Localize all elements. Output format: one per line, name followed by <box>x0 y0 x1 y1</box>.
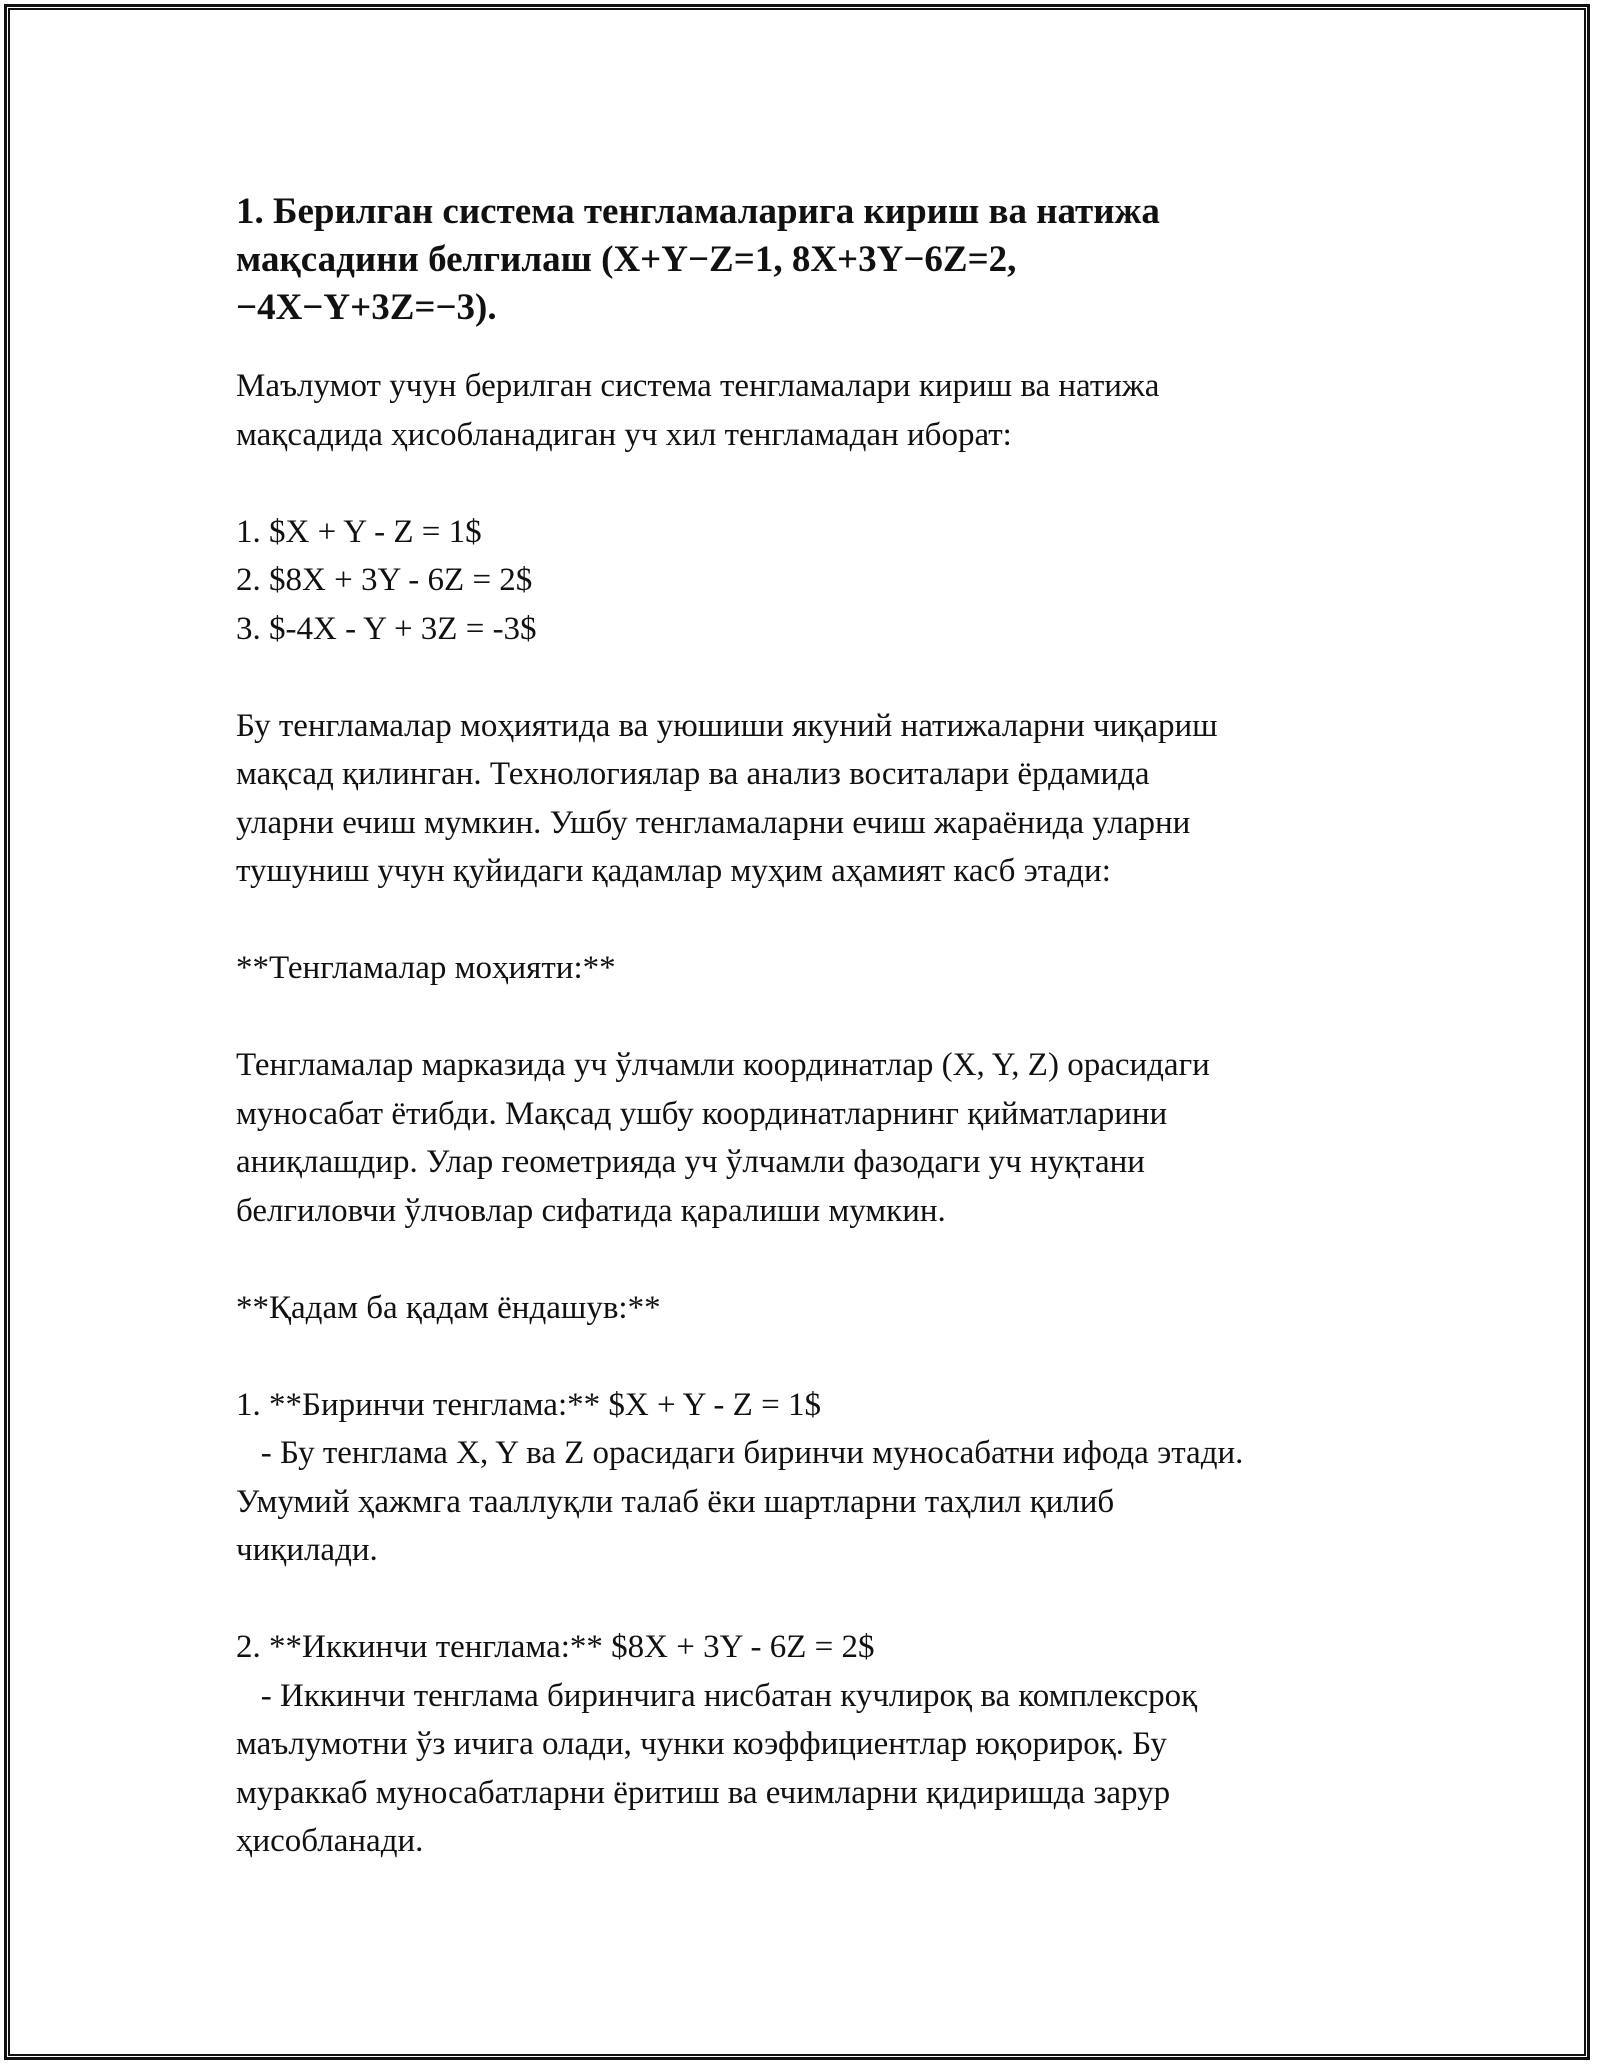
text-line: муносабат ётибди. Мақсад ушбу координатларнинг қийматларини <box>236 1095 1168 1132</box>
text-line: - Иккинчи тенглама биринчига нисбатан кучлироқ ва комплексроқ <box>236 1677 1198 1714</box>
document-page <box>236 188 1396 1866</box>
text-line: тушуниш учун қуйидаги қадамлар муҳим аҳамият касб этади: <box>236 853 1111 889</box>
paragraph-gap <box>236 653 1396 702</box>
intro-paragraph <box>236 362 1396 459</box>
text-line: Тенгламалар марказида уч ўлчамли координатлар (X, Y, Z) орасидаги <box>236 1047 1210 1083</box>
subsection-title-text: **Тенгламалар моҳияти:** <box>236 950 616 986</box>
paragraph-gap <box>236 1575 1396 1624</box>
text-line: - Бу тенглама X, Y ва Z орасидаги биринчи муносабатни ифода этади. <box>236 1435 1244 1471</box>
text-line: маълумотни ўз ичига олади, чунки коэффициентлар юқорироқ. Бу <box>236 1726 1167 1762</box>
heading-line: мақсадини белгилаш (X+Y−Z=1, 8X+3Y−6Z=2, <box>236 239 1017 280</box>
paragraph-gap <box>236 1235 1396 1284</box>
equation-item: 3. $-4X - Y + 3Z = -3$ <box>236 610 537 647</box>
subsection-title <box>236 1284 1396 1333</box>
equation-list <box>236 508 1396 654</box>
heading-line: 1. Берилган система тенгламаларига кириш ва натижа <box>236 191 1160 232</box>
text-line: аниқлашдир. Улар геометрияда уч ўлчамли фазодаги уч нуқтани <box>236 1144 1145 1180</box>
paragraph-gap <box>236 1332 1396 1381</box>
heading-line: −4X−Y+3Z=−3). <box>236 287 497 328</box>
text-line: мақсад қилинган. Технологиялар ва анализ воситалари ёрдамида <box>236 756 1150 792</box>
text-line: уларни ечиш мумкин. Ушбу тенгламаларни ечиш жараёнида уларни <box>236 804 1191 841</box>
subsection-title <box>236 944 1396 993</box>
text-line: Умумий ҳажмга тааллуқли талаб ёки шартларни таҳлил қилиб <box>236 1483 1115 1520</box>
text-line: мақсадида ҳисобланадиган уч хил тенгламадан иборат: <box>236 416 1012 453</box>
equation-item: 1. $X + Y - Z = 1$ <box>236 513 482 550</box>
text-line: ҳисобланади. <box>236 1823 424 1859</box>
text-line: чиқилади. <box>236 1532 378 1568</box>
purpose-paragraph <box>236 702 1396 896</box>
paragraph-gap <box>236 459 1396 508</box>
subsection-title-text: **Қадам ба қадам ёндашув:** <box>236 1289 661 1326</box>
essence-paragraph <box>236 1041 1396 1235</box>
step-paragraph <box>236 1381 1396 1575</box>
text-line: Бу тенгламалар моҳиятида ва уюшиши якуний натижаларни чиқариш <box>236 707 1218 744</box>
text-line: Маълумот учун берилган система тенгламалари кириш ва натижа <box>236 368 1160 404</box>
step-title: 1. **Биринчи тенглама:** $X + Y - Z = 1$ <box>236 1386 821 1423</box>
step-title: 2. **Иккинчи тенглама:** $8X + 3Y - 6Z = 2$ <box>236 1629 875 1665</box>
text-line: белгиловчи ўлчовлар сифатида қаралиши мумкин. <box>236 1192 946 1229</box>
text-line: мураккаб муносабатларни ёритиш ва ечимларни қидиришда зарур <box>236 1774 1171 1811</box>
paragraph-gap <box>236 896 1396 945</box>
section-heading <box>236 188 1396 332</box>
equation-item: 2. $8X + 3Y - 6Z = 2$ <box>236 562 533 598</box>
step-paragraph <box>236 1623 1396 1866</box>
paragraph-gap <box>236 993 1396 1042</box>
